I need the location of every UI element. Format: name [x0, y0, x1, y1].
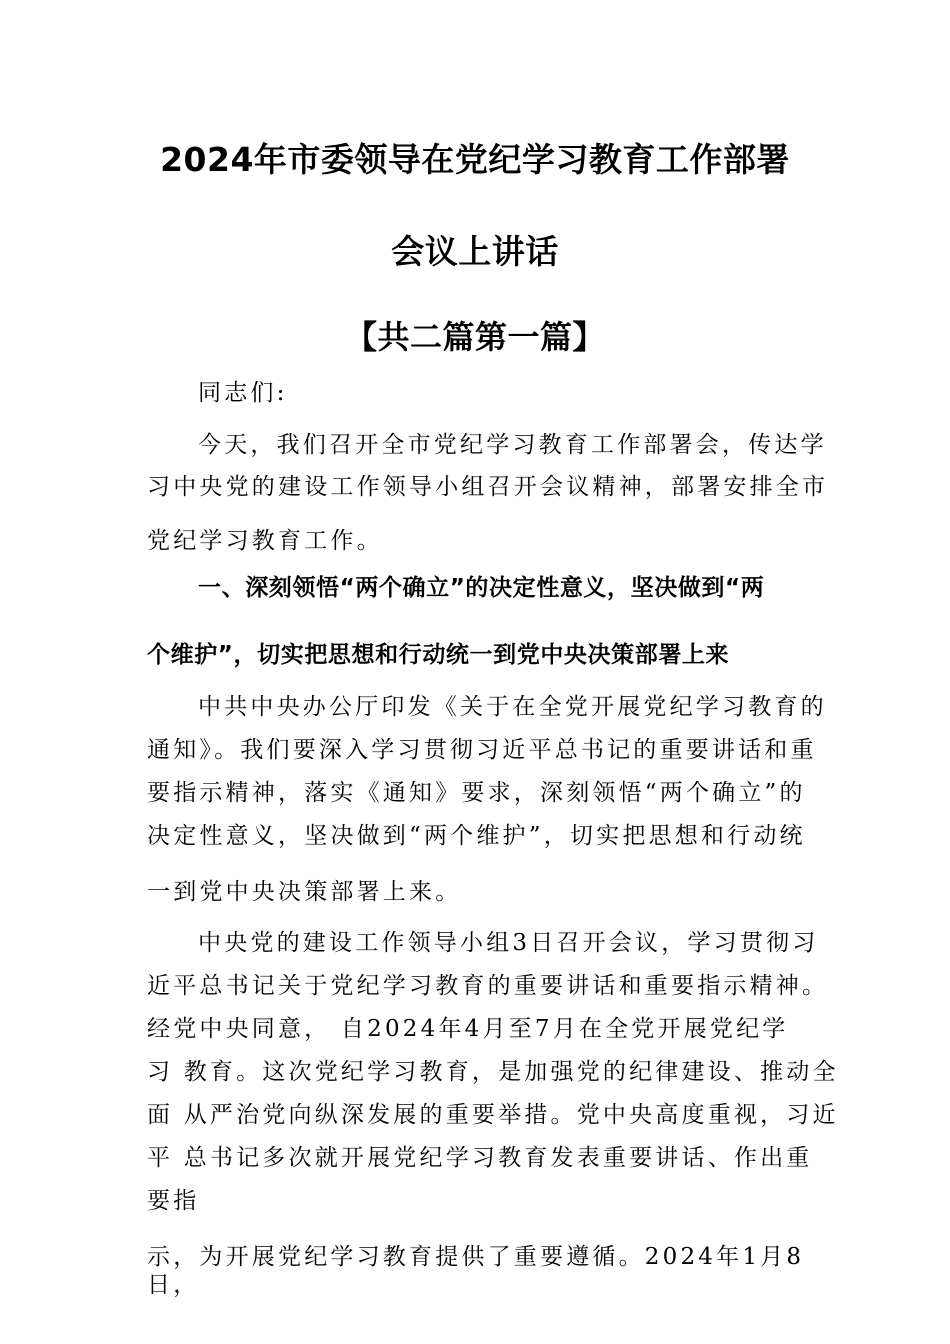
paragraph-2-line-1: 中共中央办公厅印发《关于在全党开展党纪学习教育的 — [198, 694, 827, 720]
paragraph-3-line-6: 平 总书记多次就开展党纪学习教育发表重要讲话、作出重 — [147, 1145, 813, 1171]
paragraph-3-line-8: 示，为开展党纪学习教育提供了重要遵循。2024年1月8 — [147, 1244, 805, 1270]
section-heading-1-line-1: 一、深刻领悟“两个确立”的决定性意义，坚决做到“两 — [198, 575, 765, 601]
paragraph-2-line-3: 要指示精神，落实《通知》要求，深刻领悟“两个确立”的 — [147, 780, 806, 806]
paragraph-1-line-2: 习中央党的建设工作领导小组召开会议精神，部署安排全市 — [147, 474, 829, 500]
paragraph-3-line-3: 经党中央同意， 自2024年4月至7月在全党开展党纪学 — [147, 1016, 789, 1042]
paragraph-3-line-1: 中央党的建设工作领导小组3日召开会议，学习贯彻习 — [198, 930, 819, 956]
document-title-line-2: 会议上讲话 — [391, 232, 559, 271]
paragraph-3-line-9: 日， — [147, 1272, 200, 1298]
document-title-line-1: 2024年市委领导在党纪学习教育工作部署 — [160, 140, 790, 179]
paragraph-3-line-7: 要指 — [147, 1188, 200, 1214]
paragraph-3-line-2: 近平总书记关于党纪学习教育的重要讲话和重要指示精神。 — [147, 973, 829, 999]
paragraph-1-line-1: 今天，我们召开全市党纪学习教育工作部署会，传达学 — [198, 432, 827, 458]
paragraph-3-line-4: 习 教育。这次党纪学习教育，是加强党的纪律建设、推动全 — [147, 1059, 839, 1085]
paragraph-3-line-5: 面 从严治党向纵深发展的重要举措。党中央高度重视，习近 — [147, 1102, 839, 1128]
section-heading-1-line-2: 个维护”，切实把思想和行动统一到党中央决策部署上来 — [147, 642, 730, 668]
paragraph-2-line-4: 决定性意义，坚决做到“两个维护”，切实把思想和行动统 — [147, 823, 806, 849]
document-subtitle: 【共二篇第一篇】 — [344, 318, 605, 356]
paragraph-2-line-5: 一到党中央决策部署上来。 — [147, 879, 462, 905]
paragraph-2-line-2: 通知》。我们要深入学习贯彻习近平总书记的重要讲话和重 — [147, 737, 817, 763]
salutation: 同志们: — [198, 380, 288, 406]
paragraph-1-line-3: 党纪学习教育工作。 — [147, 528, 383, 554]
